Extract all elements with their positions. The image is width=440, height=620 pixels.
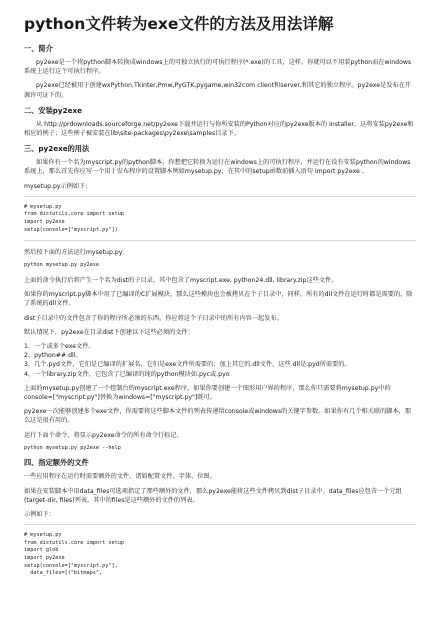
paragraph: 从 http://prdownloads.sourceforge.net/py2exe下载并运行与你所安装的Python对应的py2exe版本的 installer，这将安装py2exe和相应的例子；这些例子被安装在lib\site-packages\py2exe\samples目录下。	[24, 120, 414, 138]
list-item: 2、python##.dll。	[24, 352, 82, 360]
code-block: python mysetup.py py2exe	[24, 262, 99, 269]
paragraph: 如果你有一个名为myscript.py的python脚本，你想把它转换为运行在windows上的可执行程序，并运行在没有安装python的windows系统上，那么首先你应写一个用于发布程序的设置脚本例如mysetup.py，在其中的setup函数前插入语句 import py2exe 。	[24, 159, 411, 176]
code-block: python mysetup.py py2exe --help	[24, 444, 121, 451]
paragraph: 运行下面个命令，将显示py2exe命令的所有命令行标记。	[24, 431, 183, 439]
paragraph: 默认情况下，py2exe在目录dist下创建以下这些必须的文件：	[24, 328, 194, 336]
list-item: 3、几个.pyd文件，它们是已编译的扩展名，它们是exe文件所需要的；加上其它的.dll文件，这些.dll是.pyd所需要的。	[24, 361, 351, 369]
paragraph: 一些应用程序在运行时需要额外的文件，诸如配置文件、字体、位图。	[24, 473, 216, 481]
divider	[24, 196, 416, 197]
document-title: python文件转为exe文件的方法及用法详解	[24, 15, 334, 33]
paragraph: 然后按下面的方法运行mysetup.py:	[24, 249, 125, 257]
divider	[24, 240, 416, 241]
paragraph: dist子目录中的文件包含了你的程序所必须的东西，你应将这个子目录中的所有内容一起发布。	[24, 314, 283, 322]
file-list	[24, 342, 416, 379]
paragraph: 上面的命令执行后将产生一个名为dist的子目录，其中包含了myscript.exe, python24.dll, library.zip这些文件。	[24, 277, 338, 284]
list-item: 4、一个library.zip文件，它包含了已编译的纯的python模块如.pyc或.pyo	[24, 370, 230, 378]
paragraph: 如果在安装脚本中用data_files可选项指定了那些额外的文件，那么py2exe能将这些文件拷贝到dist子目录中。data_files应包含一个元组(target-dir, files)列表，其中的files是这些额外的文件的列表。	[24, 487, 402, 504]
list-item: 1、一个或多个exe文件。	[24, 343, 95, 351]
divider	[24, 524, 416, 525]
section-heading-extra-files: 四、指定额外的文件	[24, 458, 89, 468]
section-heading-intro: 一、简介	[24, 44, 53, 53]
section-heading-install: 二、安装py2exe	[24, 105, 82, 115]
paragraph: py2exe是一个将python脚本转换成windows上的可独立执行的可执行程序(*.exe)的工具，这样，你就可以不用装python而在windows系统上运行这个可执行程序。	[24, 59, 412, 76]
paragraph: 如果你的myscript.py脚本中用了已编译的C扩展模块，那么这些模块也会被拷贝在个子目录中，同样，所有的dll文件在运行时都是需要的，除了系统的dll文件。	[24, 291, 413, 308]
paragraph: mysetup.py示例如下:	[24, 182, 88, 190]
code-block: # mysetup.py from distutils.core import setup import py2exe setup(console=["myscript.py"])	[24, 203, 124, 233]
section-heading-usage: 三、py2exe的用法	[24, 144, 90, 154]
paragraph: py2exe已经被用于创建wxPython,Tkinter,Pmw,PyGTK,pygame,win32com client和server,和其它的独立程序。py2exe是发布在开源许可证下的。	[24, 82, 411, 99]
paragraph: 示例如下：	[24, 511, 55, 519]
paragraph: 上面的mysetup.py创建了一个控制台的myscript.exe程序，如果你要创建一个图形用户界的程序，那么你只需要将mysetup.py中的console=["myscript.py"]替换为windows=["myscript.py"]既可。	[24, 384, 391, 402]
paragraph: py2exe一次能够创建多个exe文件，你需要将这些脚本文件的列表传递给console或windows的关键字参数。如果你有几个相关联的脚本，那么这是很有用的。	[24, 408, 412, 425]
code-block: # mysetup.py from distutils.core import setup import glob import py2exe setup(console=["myscript.py"], data_files=[("bitmaps",	[24, 532, 124, 577]
